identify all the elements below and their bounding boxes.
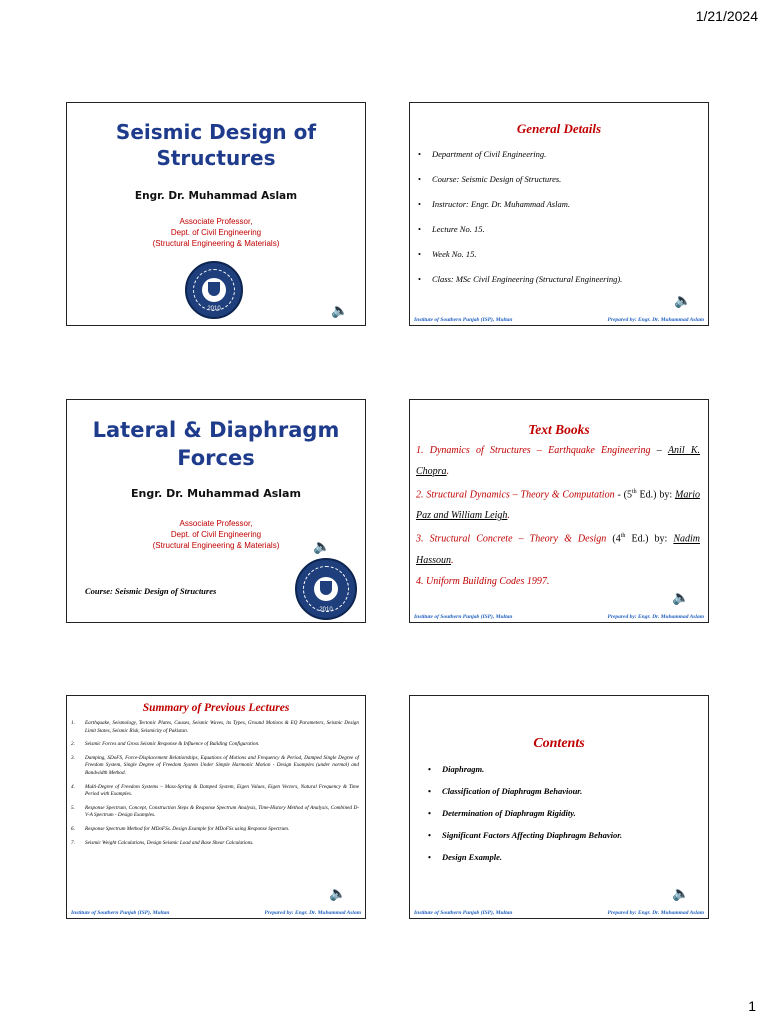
slide-5-heading: Summary of Previous Lectures <box>142 702 290 714</box>
slide-6-heading: Contents <box>533 736 585 751</box>
slide-1-affiliation: Associate Professor, Dept. of Civil Engineering (Structural Engineering & Materials) <box>152 217 280 248</box>
textbook-item-2: 2. Structural Dynamics – Theory & Computation - (5th Ed.) by: Mario Paz and William Leigh. <box>416 489 700 522</box>
slide-3-affiliation: Associate Professor, Dept. of Civil Engineering (Structural Engineering & Materials) <box>152 519 280 550</box>
list-item: 5. Response Spectrum, Concept, Construction Steps & Response Spectrum Analysis, Time-History Method of Analysis, Combined D-V-A Spectrum - Design Examples. <box>71 804 359 819</box>
list-item: • Course: Seismic Design of Structures. <box>418 174 702 184</box>
slide-footer: Institute of Southern Punjab (ISP), Multan Prepared by: Engr. Dr. Muhammad Aslam <box>414 317 704 323</box>
list-item: • Week No. 15. <box>418 249 702 259</box>
speaker-icon[interactable]: 🔈 <box>329 887 347 902</box>
list-item: 4. Multi-Degree of Freedom Systems – Mass-Spring & Damped System, Eigen Values, Eigen Vectors, Natural Frequency & Time Period with Examples. <box>71 783 359 798</box>
slide-1-title: Seismic Design of Structures <box>115 120 317 170</box>
list-item: • Design Example. <box>428 852 702 862</box>
slide-4-heading: Text Books <box>528 422 590 437</box>
list-item: • Classification of Diaphragm Behaviour. <box>428 786 702 796</box>
list-item: • Department of Civil Engineering. <box>418 149 702 159</box>
list-item: • Class: MSc Civil Engineering (Structural Engineering). <box>418 274 702 284</box>
isp-seal-logo: 2010 <box>185 261 243 319</box>
list-item: 6. Response Spectrum Method for MDoFSs. Design Example for MDoFSs using Response Spectrum. <box>71 825 290 832</box>
slide-1 <box>66 102 366 326</box>
speaker-icon[interactable]: 🔈 <box>313 540 331 555</box>
list-item: • Instructor: Engr. Dr. Muhammad Aslam. <box>418 199 702 209</box>
list-item: 1. Earthquake, Seismology, Tectonic Plates, Causes, Seismic Waves, its Types, Ground Motions & EQ Parameters, Seismic Design Limit States, Seismic Risk, Seismicity of Pakistan. <box>71 720 359 734</box>
textbook-item-3: 3. Structural Concrete – Theory & Design (4th Ed.) by: Nadim Hassoun. <box>416 533 701 566</box>
list-item: • Lecture No. 15. <box>418 224 702 234</box>
slide-4 <box>409 399 709 623</box>
list-item: 7. Seismic Weight Calculations, Design Seismic Load and Base Shear Calculations. <box>71 839 254 846</box>
slide-6 <box>409 695 709 919</box>
general-details-list <box>418 149 702 284</box>
speaker-icon[interactable]: 🔈 <box>672 887 690 902</box>
contents-list <box>428 764 702 862</box>
slide-footer: Institute of Southern Punjab (ISP), Multan Prepared by: Engr. Dr. Muhammad Aslam <box>71 910 361 916</box>
textbook-item-4: 4. Uniform Building Codes 1997. <box>416 575 550 587</box>
list-item: • Significant Factors Affecting Diaphragm Behavior. <box>428 830 702 840</box>
slide-2 <box>409 102 709 326</box>
textbook-item-1: 1. Dynamics of Structures – Earthquake Engineering – Anil K. Chopra. <box>416 445 700 477</box>
summary-list <box>67 720 365 853</box>
slide-footer: Institute of Southern Punjab (ISP), Multan Prepared by: Engr. Dr. Muhammad Aslam <box>414 614 704 620</box>
page-number: 1 <box>748 998 756 1014</box>
speaker-icon[interactable]: 🔈 <box>674 294 692 309</box>
textbook-list <box>416 440 700 592</box>
list-item: • Determination of Diaphragm Rigidity. <box>428 808 702 818</box>
list-item: • Diaphragm. <box>428 764 702 774</box>
speaker-icon[interactable]: 🔈 <box>672 591 690 606</box>
slide-5 <box>66 695 366 919</box>
slide-3-author: Engr. Dr. Muhammad Aslam <box>131 487 301 500</box>
slide-3-title: Lateral & Diaphragm Forces <box>92 418 340 470</box>
slide-2-heading: General Details <box>516 121 602 136</box>
slide-1-author: Engr. Dr. Muhammad Aslam <box>134 190 298 202</box>
slide-3 <box>66 399 366 623</box>
list-item: 2. Seismic Forces and Gross Seismic Response & Influence of Building Configuration. <box>71 741 260 748</box>
course-label: Course: Seismic Design of Structures <box>85 586 217 596</box>
list-item: 3. Damping, SDoFS, Force-Displacement Relationships, Equations of Motions and Frequency & Period, Damped Single Degree of Freedom System, Single Degree of Freedom System Under Simple Harmonic Motion - Design Examples (under normal) and Bandwidth Method. <box>71 754 359 776</box>
slide-footer: Institute of Southern Punjab (ISP), Multan Prepared by: Engr. Dr. Muhammad Aslam <box>414 910 704 916</box>
speaker-icon[interactable]: 🔈 <box>331 304 349 319</box>
print-date: 1/21/2024 <box>695 8 758 24</box>
isp-seal-logo: 2010 <box>295 558 357 620</box>
